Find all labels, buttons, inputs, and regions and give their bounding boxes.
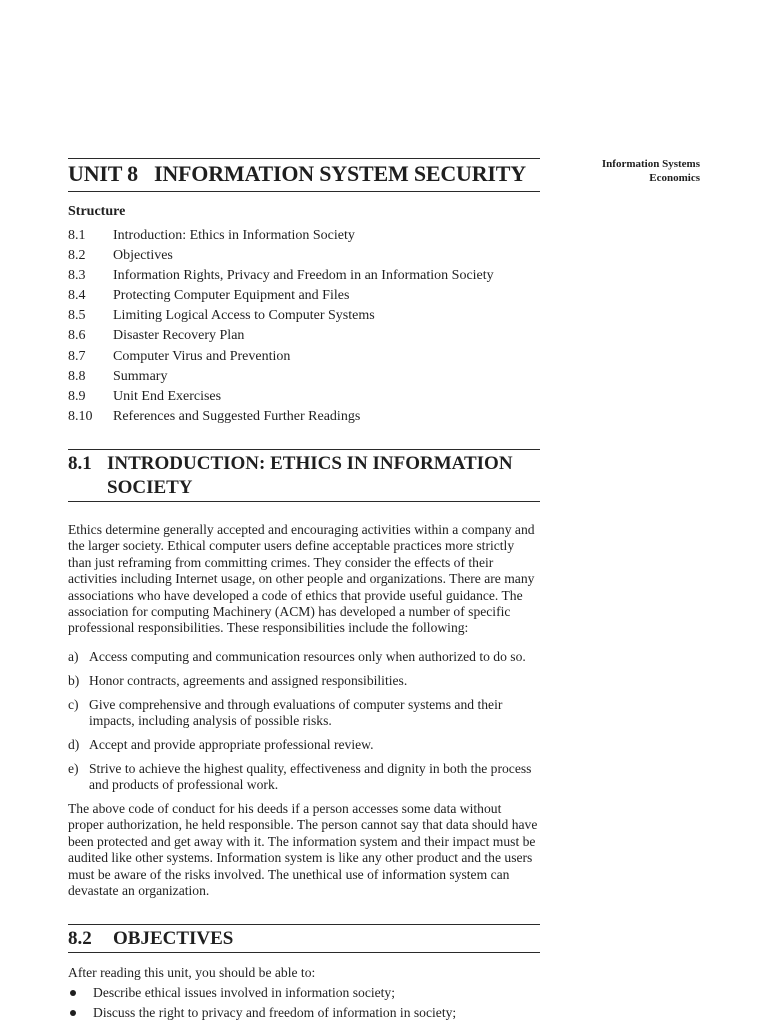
structure-item <box>68 347 538 367</box>
running-header <box>530 157 700 185</box>
responsibilities-list <box>68 649 540 801</box>
structure-item-title: Limiting Logical Access to Computer Systems <box>113 308 375 324</box>
objectives-list <box>68 985 540 1025</box>
list-item <box>68 761 540 794</box>
section-number: 8.2 <box>68 928 92 949</box>
body-paragraph: The above code of conduct for his deeds if a person accesses some data without proper authorization, he held responsible. The person cannot say that data should have been protected and get away with it. The information system and their impact must be audited like other systems. Information system is like any other product and the users must be aware of the risks involved. The unethical use of information system can devastate an organization. <box>68 801 538 899</box>
list-item-text: Give comprehensive and through evaluations of computer systems and their impacts, including analysis of possible risks. <box>89 696 503 729</box>
structure-item <box>68 266 538 286</box>
list-item-text: Discuss the right to privacy and freedom of information in society; <box>93 1004 457 1020</box>
structure-item-title: Protecting Computer Equipment and Files <box>113 288 350 304</box>
list-item-text: Access computing and communication resources only when authorized to do so. <box>89 649 526 664</box>
structure-item-title: Introduction: Ethics in Information Society <box>113 228 355 243</box>
structure-item-title: Unit End Exercises <box>113 388 222 404</box>
list-item <box>68 649 540 665</box>
body-paragraph: Ethics determine generally accepted and encouraging activities within a company and the larger society. Ethical computer users define acceptable practices more strictly than just reframing from committing crimes. They consider the effects of their activities including Internet usage, on other people and organizations. There are many associations who have developed a code of ethics that provide useful guidance. The association for computing Machinery (ACM) has developed a number of specific professional responsibilities. These responsibilities include the following: <box>68 522 535 636</box>
structure-item-number: 8.1 <box>68 228 86 243</box>
objectives-intro: After reading this unit, you should be able to: <box>68 965 316 980</box>
structure-item-title: References and Suggested Further Readings <box>113 408 361 424</box>
section-heading <box>68 452 540 500</box>
rule-above-unit-title <box>68 158 540 159</box>
bullet-icon <box>70 990 76 996</box>
unit-title-text: INFORMATION SYSTEM SECURITY <box>154 161 526 186</box>
structure-item-number: 8.7 <box>68 348 86 364</box>
structure-item <box>68 306 538 326</box>
structure-item-number: 8.2 <box>68 248 86 264</box>
running-header-line1: Information Systems <box>601 158 700 170</box>
structure-item <box>68 246 538 266</box>
structure-item <box>68 387 538 407</box>
list-item <box>68 985 540 1001</box>
structure-item <box>68 226 538 246</box>
structure-list <box>68 226 538 427</box>
list-item-text: Describe ethical issues involved in information society; <box>93 985 396 1000</box>
list-item-text: Strive to achieve the highest quality, effectiveness and dignity in both the process and products of professional work. <box>89 761 532 793</box>
structure-item-number: 8.6 <box>68 328 86 344</box>
list-marker: e) <box>68 761 79 777</box>
structure-item-number: 8.5 <box>68 308 86 324</box>
unit-title <box>68 161 548 187</box>
structure-item-number: 8.4 <box>68 288 86 304</box>
list-item-text: Accept and provide appropriate professional review. <box>89 737 374 753</box>
structure-item-title: Information Rights, Privacy and Freedom in an Information Society <box>113 268 494 284</box>
list-item-text: Honor contracts, agreements and assigned responsibilities. <box>89 672 408 688</box>
rule-above-section-heading <box>68 924 540 925</box>
structure-item-number: 8.8 <box>68 368 86 384</box>
structure-item-number: 8.3 <box>68 268 86 284</box>
structure-item-title: Objectives <box>113 248 173 264</box>
rule-below-section-heading <box>68 501 540 502</box>
structure-heading: Structure <box>68 204 126 219</box>
list-item <box>68 673 540 689</box>
section-number: 8.1 <box>68 453 92 474</box>
structure-item-title: Computer Virus and Prevention <box>113 348 291 364</box>
structure-item <box>68 286 538 306</box>
rule-below-unit-title <box>68 191 540 192</box>
structure-item <box>68 407 538 427</box>
list-item <box>68 1005 540 1021</box>
list-item <box>68 697 540 730</box>
section-title: INTRODUCTION: ETHICS IN INFORMATION SOCIETY <box>107 453 513 498</box>
structure-item-number: 8.9 <box>68 388 86 404</box>
list-marker: d) <box>68 737 80 753</box>
structure-item <box>68 367 538 387</box>
section-heading <box>68 927 540 951</box>
unit-number: UNIT 8 <box>68 161 138 186</box>
structure-item-title: Disaster Recovery Plan <box>113 328 245 344</box>
bullet-icon <box>70 1010 76 1016</box>
structure-item <box>68 326 538 346</box>
rule-above-section-heading <box>68 449 540 450</box>
list-marker: a) <box>68 649 79 664</box>
list-marker: b) <box>68 672 80 688</box>
running-header-line2: Economics <box>649 172 700 184</box>
section-title: OBJECTIVES <box>113 928 234 949</box>
structure-item-number: 8.10 <box>68 408 93 424</box>
list-item <box>68 737 540 753</box>
structure-item-title: Summary <box>113 368 168 384</box>
list-marker: c) <box>68 696 79 712</box>
rule-below-section-heading <box>68 952 540 953</box>
